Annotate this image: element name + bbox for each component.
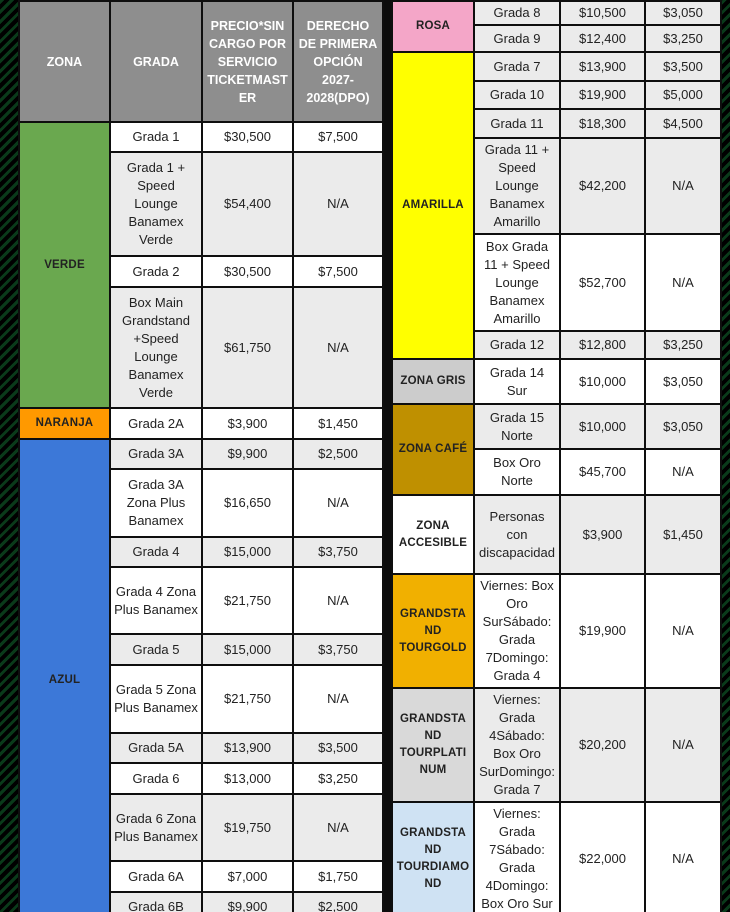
precio-cell: $22,000 [560,802,645,912]
precio-cell: $19,900 [560,574,645,688]
precio-cell: $52,700 [560,234,645,331]
grada-cell: Grada 11 + Speed Lounge Banamex Amarillo [474,138,560,234]
precio-cell: $9,900 [202,892,293,912]
precio-cell: $42,200 [560,138,645,234]
grada-cell: Grada 4 [110,537,202,567]
dpo-cell: $3,500 [293,733,383,763]
grada-cell: Grada 5 [110,634,202,665]
header-precio: PRECIO*SIN CARGO POR SERVICIO TICKETMASTER [202,1,293,122]
table-row [392,404,721,449]
precio-cell: $16,650 [202,469,293,537]
grada-cell: Grada 6B [110,892,202,912]
grada-cell: Grada 6A [110,861,202,892]
precio-cell: $15,000 [202,537,293,567]
zone-tourgold: GRANDSTAND TOURGOLD [392,574,474,688]
dpo-cell: $3,050 [645,359,721,404]
dpo-cell: N/A [293,152,383,256]
dpo-cell: N/A [645,138,721,234]
dpo-cell: N/A [293,567,383,634]
table-row [19,408,383,439]
header-dpo: DERECHO DE PRIMERA OPCIÓN 2027-2028(DPO) [293,1,383,122]
grada-cell: Grada 11 [474,109,560,138]
precio-cell: $9,900 [202,439,293,469]
table-row [19,439,383,469]
table-row [392,802,721,912]
precio-cell: $45,700 [560,449,645,495]
dpo-cell: N/A [293,469,383,537]
dpo-cell: $2,500 [293,439,383,469]
precio-cell: $18,300 [560,109,645,138]
price-table-left [18,0,384,912]
precio-cell: $13,900 [560,52,645,81]
dpo-cell: N/A [645,574,721,688]
header-row [19,1,383,122]
dpo-cell: $7,500 [293,256,383,287]
precio-cell: $13,900 [202,733,293,763]
grada-cell: Grada 12 [474,331,560,359]
dpo-cell: $4,500 [645,109,721,138]
zone-amarilla: AMARILLA [392,52,474,359]
grada-cell: Grada 6 Zona Plus Banamex [110,794,202,861]
dpo-cell: $1,750 [293,861,383,892]
precio-cell: $12,800 [560,331,645,359]
table-row [392,359,721,404]
dpo-cell: $3,250 [293,763,383,794]
precio-cell: $7,000 [202,861,293,892]
precio-cell: $13,000 [202,763,293,794]
precio-cell: $54,400 [202,152,293,256]
table-row [392,574,721,688]
grada-cell: Grada 15 Norte [474,404,560,449]
grada-cell: Grada 3A Zona Plus Banamex [110,469,202,537]
grada-cell: Box Grada 11 + Speed Lounge Banamex Amarillo [474,234,560,331]
zone-cafe: ZONA CAFÉ [392,404,474,495]
grada-cell: Viernes: Grada 7Sábado: Grada 4Domingo: Box Oro Sur [474,802,560,912]
dpo-cell: N/A [645,234,721,331]
grada-cell: Grada 5 Zona Plus Banamex [110,665,202,733]
zone-rosa: ROSA [392,1,474,52]
precio-cell: $3,900 [560,495,645,574]
grada-cell: Grada 6 [110,763,202,794]
zone-tourdiamond: GRANDSTAND TOURDIAMOND [392,802,474,912]
precio-cell: $15,000 [202,634,293,665]
zone-accesible: ZONA ACCESIBLE [392,495,474,574]
dpo-cell: $7,500 [293,122,383,152]
grada-cell: Grada 5A [110,733,202,763]
precio-cell: $21,750 [202,567,293,634]
grada-cell: Viernes: Grada 4Sábado: Box Oro SurDomingo: Grada 7 [474,688,560,802]
header-zona: ZONA [19,1,110,122]
grada-cell: Grada 10 [474,81,560,109]
table-row [392,495,721,574]
dpo-cell: $3,250 [645,331,721,359]
precio-cell: $61,750 [202,287,293,408]
precio-cell: $12,400 [560,25,645,52]
grada-cell: Grada 3A [110,439,202,469]
grada-cell: Box Oro Norte [474,449,560,495]
dpo-cell: $3,500 [645,52,721,81]
precio-cell: $30,500 [202,256,293,287]
precio-cell: $19,900 [560,81,645,109]
grada-cell: Grada 8 [474,1,560,25]
price-table-right [391,0,722,912]
grada-cell: Viernes: Box Oro SurSábado: Grada 7Domingo: Grada 4 [474,574,560,688]
table-row [392,1,721,25]
grada-cell: Grada 2 [110,256,202,287]
dpo-cell: $1,450 [645,495,721,574]
dpo-cell: $3,050 [645,1,721,25]
grada-cell: Grada 2A [110,408,202,439]
precio-cell: $19,750 [202,794,293,861]
table-row [392,688,721,802]
dpo-cell: $3,750 [293,634,383,665]
grada-cell: Box Main Grandstand +Speed Lounge Banamex Verde [110,287,202,408]
dpo-cell: $3,750 [293,537,383,567]
precio-cell: $10,000 [560,359,645,404]
precio-cell: $3,900 [202,408,293,439]
table-row [19,122,383,152]
grada-cell: Grada 1 + Speed Lounge Banamex Verde [110,152,202,256]
grada-cell: Grada 1 [110,122,202,152]
dpo-cell: $1,450 [293,408,383,439]
zone-azul: AZUL [19,439,110,912]
dpo-cell: $5,000 [645,81,721,109]
zone-verde: VERDE [19,122,110,408]
precio-cell: $21,750 [202,665,293,733]
precio-cell: $30,500 [202,122,293,152]
grada-cell: Grada 9 [474,25,560,52]
dpo-cell: N/A [645,802,721,912]
table-row [392,52,721,81]
dpo-cell: N/A [293,665,383,733]
dpo-cell: $2,500 [293,892,383,912]
zone-naranja: NARANJA [19,408,110,439]
grada-cell: Grada 7 [474,52,560,81]
zone-gris: ZONA GRIS [392,359,474,404]
dpo-cell: N/A [293,794,383,861]
dpo-cell: $3,050 [645,404,721,449]
dpo-cell: N/A [645,449,721,495]
precio-cell: $10,000 [560,404,645,449]
dpo-cell: N/A [293,287,383,408]
dpo-cell: N/A [645,688,721,802]
precio-cell: $10,500 [560,1,645,25]
grada-cell: Personas con discapacidad [474,495,560,574]
dpo-cell: $3,250 [645,25,721,52]
precio-cell: $20,200 [560,688,645,802]
grada-cell: Grada 4 Zona Plus Banamex [110,567,202,634]
grada-cell: Grada 14 Sur [474,359,560,404]
header-grada: GRADA [110,1,202,122]
zone-tourplatinum: GRANDSTAND TOURPLATINUM [392,688,474,802]
